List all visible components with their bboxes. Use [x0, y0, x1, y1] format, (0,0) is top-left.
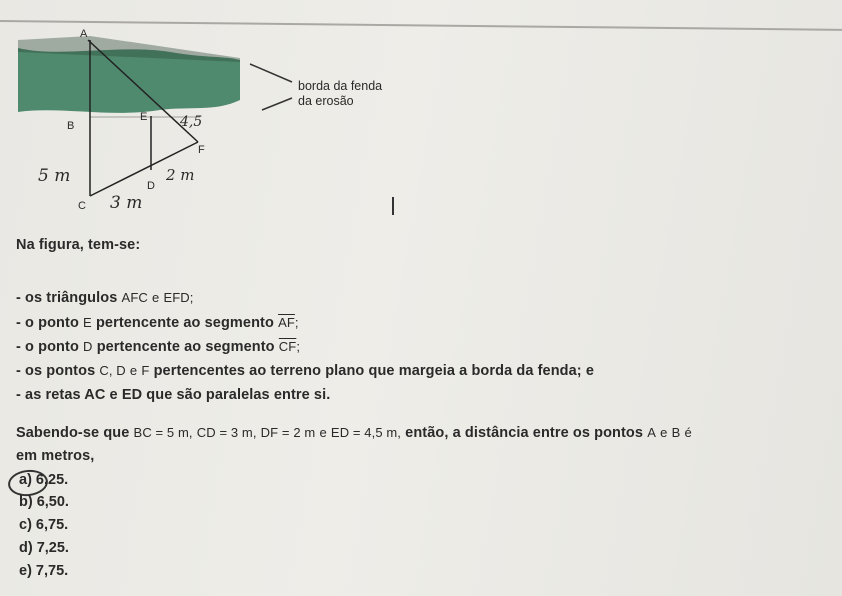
- fact-point-d: - o ponto D pertencente ao segmento $\overline{CF}$;: [16, 339, 301, 355]
- option-d[interactable]: d) 7,25.: [19, 540, 69, 556]
- handwritten-ed: 4,5: [180, 114, 203, 130]
- fact-point-e: - o ponto E pertencente ao segmento $\overline{AF}$;: [16, 315, 299, 331]
- handwritten-cd: 3 m: [110, 193, 143, 213]
- label-f: F: [198, 144, 205, 156]
- label-d: D: [147, 180, 155, 192]
- fact-points-cdf: - os pontos C, D e F pertencentes ao terreno plano que margeia a borda da fenda; e: [16, 363, 594, 379]
- label-a: A: [80, 28, 88, 40]
- option-b[interactable]: b) 6,50.: [19, 494, 69, 510]
- fact-triangles: - os triângulos AFC e EFD;: [16, 290, 194, 306]
- annotation-edge-line2: da erosão: [298, 94, 354, 108]
- label-e: E: [140, 111, 148, 123]
- annotation-pointer-top: [250, 64, 292, 82]
- fact-parallel-lines: - as retas AC e ED que são paralelas entre si.: [16, 387, 331, 403]
- question-text: Sabendo-se que BC = 5 m, CD = 3 m, DF = 2 m e ED = 4,5 m, então, a distância entre os pontos A e B é: [16, 425, 692, 441]
- label-b: B: [67, 120, 75, 132]
- intro-text: Na figura, tem-se:: [16, 237, 141, 253]
- option-e[interactable]: e) 7,75.: [19, 563, 69, 579]
- annotation-edge-line1: borda da fenda: [298, 79, 383, 93]
- handwritten-df: 2 m: [166, 166, 195, 184]
- option-c[interactable]: c) 6,75.: [19, 517, 69, 533]
- option-a[interactable]: a) 6,25.: [19, 472, 69, 488]
- label-c: C: [78, 200, 86, 212]
- question-text-line2: em metros,: [16, 448, 95, 464]
- handwritten-bc: 5 m: [38, 166, 71, 186]
- annotation-pointer-bottom: [262, 98, 292, 110]
